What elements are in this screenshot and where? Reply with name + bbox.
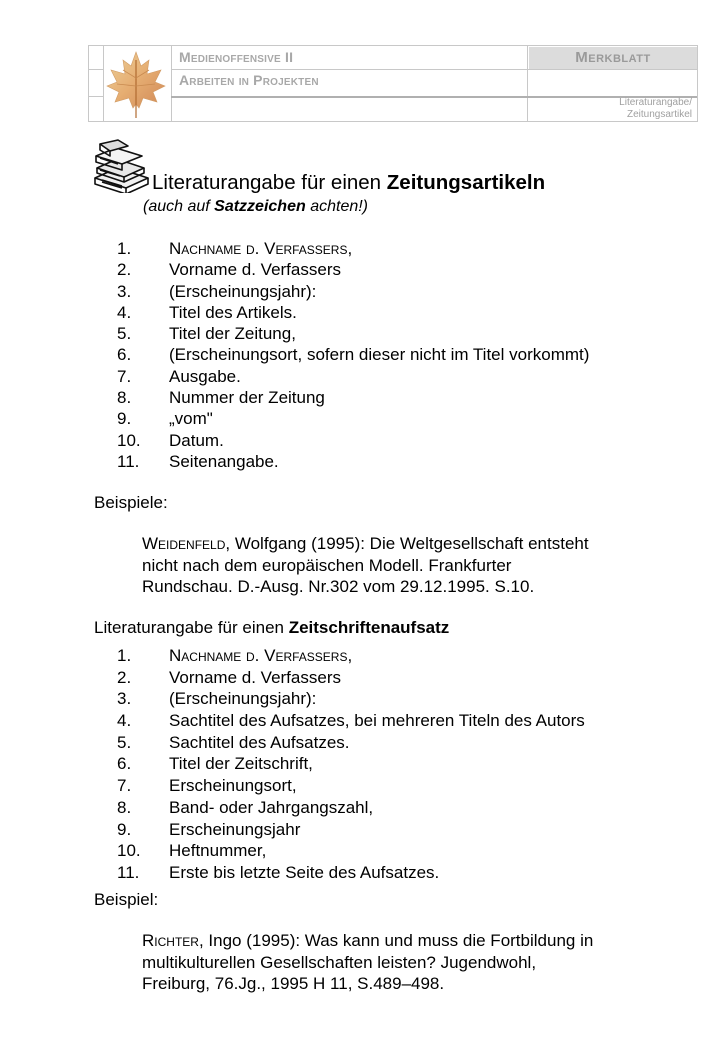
- list-item: [117, 281, 589, 302]
- list-item-number: 9.: [117, 409, 132, 429]
- list-item-text: Nummer der Zeitung: [169, 388, 325, 408]
- list-item: [117, 408, 589, 429]
- list-item: [117, 667, 585, 689]
- list-item-text: Ausgabe.: [169, 366, 241, 386]
- list-item-text: (Erscheinungsort, sofern dieser nicht im Titel vorkommt): [169, 345, 590, 365]
- list-item-number: 3.: [117, 689, 132, 709]
- list-item-number: 9.: [117, 819, 132, 839]
- list-item-number: 1.: [117, 239, 132, 258]
- list-item-number: 7.: [117, 776, 132, 796]
- list-item-text: Vorname d. Verfassers: [169, 260, 341, 280]
- list-item: [117, 862, 585, 884]
- maple-leaf-icon: [103, 48, 169, 122]
- list-item-number: 8.: [117, 797, 132, 817]
- list-item-number: 11.: [117, 451, 140, 471]
- list-item-number: 5.: [117, 732, 132, 752]
- list-item-text: Erste bis letzte Seite des Aufsatzes.: [169, 862, 440, 882]
- list-item: [117, 344, 589, 365]
- list-item-number: 10.: [117, 841, 141, 861]
- list-item-number: 1.: [117, 646, 132, 665]
- list-item: [117, 732, 585, 754]
- list-item-number: 11.: [117, 862, 140, 882]
- list-item: [117, 710, 585, 732]
- journal-citation-list: [117, 645, 585, 884]
- list-item-number: 4.: [117, 302, 132, 322]
- list-item-text: Titel des Artikels.: [169, 302, 297, 322]
- list-item: [117, 366, 589, 387]
- list-item-number: 2.: [117, 667, 132, 687]
- list-item: [117, 323, 589, 344]
- books-icon: [92, 138, 152, 193]
- list-item: [117, 840, 585, 862]
- list-item-number: 10.: [117, 430, 141, 450]
- list-item: [117, 688, 585, 710]
- list-item-number: 8.: [117, 388, 132, 408]
- list-item: [117, 238, 589, 259]
- list-item-text: Nachname d. Verfassers,: [169, 646, 353, 665]
- list-item-text: Datum.: [169, 430, 224, 450]
- header-subtitle: Arbeiten in Projekten: [179, 72, 319, 88]
- section1-subtitle: (auch auf Satzzeichen achten!): [143, 198, 369, 215]
- list-item-number: 7.: [117, 366, 132, 386]
- list-item-number: 6.: [117, 754, 132, 774]
- section2-title: Literaturangabe für einen Zeitschriftenaufsatz: [94, 618, 450, 637]
- list-item: [117, 451, 589, 472]
- document-header: [88, 45, 698, 122]
- journal-example: Richter, Ingo (1995): Was kann und muss die Fortbildung in multikulturellen Gesellschaften leisten? Jugendwohl, Freiburg, 76.Jg., 1995 H 11, S.489–498.: [142, 931, 594, 993]
- newspaper-citation-list: [117, 238, 589, 472]
- list-item-text: Seitenangabe.: [169, 451, 279, 471]
- section1-title: Literaturangabe für einen Zeitungsartikeln: [152, 171, 546, 194]
- list-item: [117, 775, 585, 797]
- list-item-text: Band- oder Jahrgangszahl,: [169, 797, 374, 817]
- newspaper-example: Weidenfeld, Wolfgang (1995): Die Weltgesellschaft entsteht nicht nach dem europäischen Modell. Frankfurter Rundschau. D.-Ausg. Nr.302 vom 29.12.1995. S.10.: [142, 534, 589, 596]
- list-item: [117, 819, 585, 841]
- list-item: [117, 302, 589, 323]
- list-item-number: 4.: [117, 711, 132, 731]
- list-item-text: Sachtitel des Aufsatzes, bei mehreren Titeln des Autors: [169, 711, 585, 731]
- list-item-text: Titel der Zeitschrift,: [169, 754, 313, 774]
- list-item-number: 6.: [117, 345, 132, 365]
- merkblatt-badge: Merkblatt: [529, 47, 697, 69]
- list-item: [117, 387, 589, 408]
- list-item-text: Heftnummer,: [169, 841, 267, 861]
- list-item-text: Titel der Zeitung,: [169, 324, 296, 344]
- list-item-number: 2.: [117, 260, 132, 280]
- list-item-text: Sachtitel des Aufsatzes.: [169, 732, 350, 752]
- list-item: [117, 797, 585, 819]
- list-item-number: 5.: [117, 324, 132, 344]
- header-title: Medienoffensive II: [179, 49, 294, 65]
- list-item: [117, 259, 589, 280]
- list-item-text: „vom": [169, 409, 213, 429]
- list-item: [117, 430, 589, 451]
- list-item: [117, 753, 585, 775]
- example-label: Beispiel:: [94, 890, 159, 909]
- list-item-text: (Erscheinungsjahr):: [169, 281, 317, 301]
- list-item-text: Vorname d. Verfassers: [169, 667, 341, 687]
- examples-label: Beispiele:: [94, 493, 168, 512]
- list-item-text: (Erscheinungsjahr):: [169, 689, 317, 709]
- list-item-text: Nachname d. Verfassers,: [169, 239, 353, 258]
- header-subject: Literaturangabe/ Zeitungsartikel: [619, 97, 692, 120]
- list-item-text: Erscheinungsjahr: [169, 819, 301, 839]
- list-item-number: 3.: [117, 281, 132, 301]
- list-item-text: Erscheinungsort,: [169, 776, 297, 796]
- list-item: [117, 645, 585, 667]
